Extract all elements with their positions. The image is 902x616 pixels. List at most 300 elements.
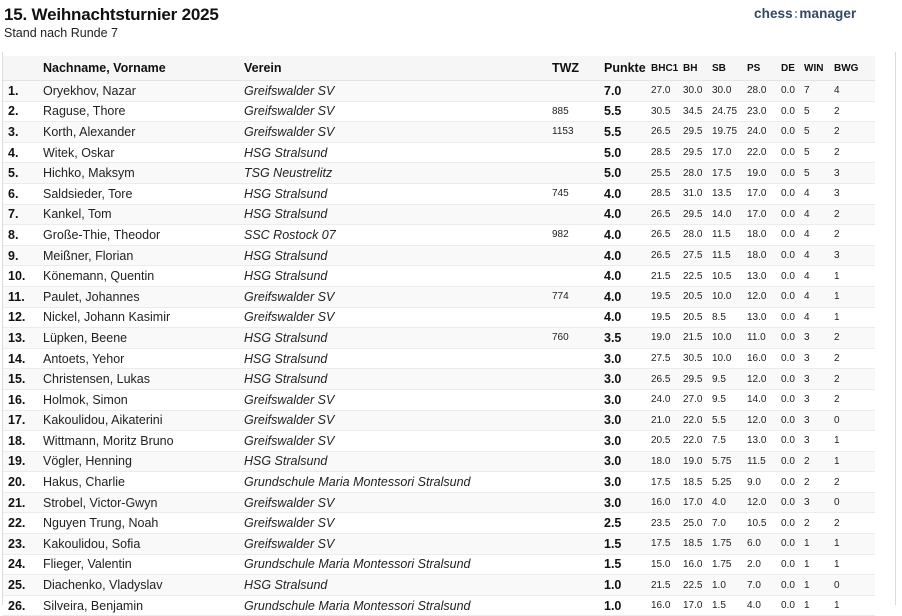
cell-bhc1: 19.5	[649, 307, 681, 328]
cell-twz	[550, 431, 602, 452]
cell-points: 4.0	[602, 245, 649, 266]
cell-bh: 29.5	[681, 142, 710, 163]
cell-bh: 22.5	[681, 575, 710, 596]
table-header-row	[3, 56, 875, 81]
cell-sb: 4.0	[710, 492, 745, 513]
cell-de: 0.0	[779, 369, 802, 390]
cell-points: 4.0	[602, 286, 649, 307]
cell-points: 4.0	[602, 266, 649, 287]
cell-bh: 29.5	[681, 369, 710, 390]
cell-twz	[550, 204, 602, 225]
cell-club: HSG Stralsund	[242, 575, 550, 596]
cell-ps: 28.0	[745, 81, 779, 102]
cell-twz	[550, 369, 602, 390]
cell-de: 0.0	[779, 534, 802, 555]
standings-body	[3, 81, 875, 616]
cell-ps: 11.5	[745, 451, 779, 472]
col-header-bh: BH	[681, 56, 710, 81]
cell-bh: 18.5	[681, 534, 710, 555]
table-row	[3, 81, 875, 102]
cell-rank: 22.	[3, 513, 41, 534]
cell-points: 4.0	[602, 307, 649, 328]
cell-bh: 20.5	[681, 307, 710, 328]
cell-twz	[550, 245, 602, 266]
cell-de: 0.0	[779, 142, 802, 163]
cell-de: 0.0	[779, 492, 802, 513]
table-row	[3, 534, 875, 555]
cell-twz	[550, 142, 602, 163]
cell-player-name[interactable]: Lüpken, Beene	[41, 328, 242, 349]
cell-player-name[interactable]: Witek, Oskar	[41, 142, 242, 163]
cell-bhc1: 17.5	[649, 472, 681, 493]
cell-de: 0.0	[779, 122, 802, 143]
cell-bh: 27.5	[681, 245, 710, 266]
cell-points: 1.5	[602, 554, 649, 575]
cell-win: 7	[802, 81, 832, 102]
cell-sb: 5.75	[710, 451, 745, 472]
cell-win: 3	[802, 369, 832, 390]
cell-bhc1: 26.5	[649, 369, 681, 390]
table-row	[3, 554, 875, 575]
cell-de: 0.0	[779, 245, 802, 266]
cell-rank: 11.	[3, 286, 41, 307]
cell-bhc1: 23.5	[649, 513, 681, 534]
table-row	[3, 472, 875, 493]
cell-bwg: 2	[832, 328, 875, 349]
cell-ps: 18.0	[745, 225, 779, 246]
cell-win: 3	[802, 328, 832, 349]
cell-club: HSG Stralsund	[242, 451, 550, 472]
cell-ps: 2.0	[745, 554, 779, 575]
cell-win: 4	[802, 266, 832, 287]
cell-win: 3	[802, 348, 832, 369]
col-header-name: Nachname, Vorname	[41, 56, 242, 81]
cell-rank: 9.	[3, 245, 41, 266]
cell-bwg: 1	[832, 266, 875, 287]
cell-bwg: 1	[832, 286, 875, 307]
cell-bhc1: 28.5	[649, 183, 681, 204]
table-row	[3, 410, 875, 431]
cell-points: 4.0	[602, 183, 649, 204]
cell-bwg: 1	[832, 595, 875, 616]
cell-sb: 9.5	[710, 369, 745, 390]
cell-bhc1: 26.5	[649, 225, 681, 246]
cell-player-name[interactable]: Große-Thie, Theodor	[41, 225, 242, 246]
cell-club: Greifswalder SV	[242, 122, 550, 143]
cell-de: 0.0	[779, 307, 802, 328]
cell-sb: 11.5	[710, 225, 745, 246]
cell-sb: 1.0	[710, 575, 745, 596]
cell-bhc1: 21.0	[649, 410, 681, 431]
cell-ps: 12.0	[745, 286, 779, 307]
cell-ps: 10.5	[745, 513, 779, 534]
cell-twz	[550, 266, 602, 287]
cell-sb: 1.75	[710, 534, 745, 555]
cell-twz	[550, 389, 602, 410]
cell-club: Grundschule Maria Montessori Stralsund	[242, 595, 550, 616]
cell-player-name[interactable]: Diachenko, Vladyslav	[41, 575, 242, 596]
cell-player-name[interactable]: Kakoulidou, Sofia	[41, 534, 242, 555]
cell-points: 2.5	[602, 513, 649, 534]
cell-sb: 7.5	[710, 431, 745, 452]
cell-sb: 5.5	[710, 410, 745, 431]
chess-manager-logo[interactable]	[754, 6, 856, 21]
cell-player-name[interactable]: Kankel, Tom	[41, 204, 242, 225]
cell-win: 3	[802, 492, 832, 513]
cell-club: TSG Neustrelitz	[242, 163, 550, 184]
cell-rank: 17.	[3, 410, 41, 431]
table-row	[3, 595, 875, 616]
cell-bwg: 0	[832, 575, 875, 596]
cell-twz	[550, 163, 602, 184]
cell-bhc1: 19.5	[649, 286, 681, 307]
cell-ps: 13.0	[745, 266, 779, 287]
cell-bhc1: 15.0	[649, 554, 681, 575]
cell-rank: 1.	[3, 81, 41, 102]
cell-win: 4	[802, 225, 832, 246]
cell-rank: 23.	[3, 534, 41, 555]
cell-bhc1: 16.0	[649, 595, 681, 616]
cell-sb: 10.5	[710, 266, 745, 287]
cell-bh: 28.0	[681, 225, 710, 246]
col-header-ps: PS	[745, 56, 779, 81]
cell-points: 1.5	[602, 534, 649, 555]
cell-win: 1	[802, 554, 832, 575]
cell-club: Greifswalder SV	[242, 389, 550, 410]
cell-win: 1	[802, 595, 832, 616]
table-row	[3, 142, 875, 163]
cell-player-name[interactable]: Hakus, Charlie	[41, 472, 242, 493]
cell-bh: 31.0	[681, 183, 710, 204]
cell-rank: 12.	[3, 307, 41, 328]
cell-ps: 17.0	[745, 183, 779, 204]
col-header-points: Punkte	[602, 56, 649, 81]
cell-ps: 9.0	[745, 472, 779, 493]
cell-bh: 34.5	[681, 101, 710, 122]
cell-sb: 17.0	[710, 142, 745, 163]
cell-bwg: 2	[832, 513, 875, 534]
cell-bhc1: 21.5	[649, 575, 681, 596]
cell-club: HSG Stralsund	[242, 204, 550, 225]
cell-bhc1: 20.5	[649, 431, 681, 452]
cell-win: 2	[802, 513, 832, 534]
cell-club: Greifswalder SV	[242, 410, 550, 431]
cell-de: 0.0	[779, 554, 802, 575]
cell-bwg: 1	[832, 451, 875, 472]
cell-twz: 885	[550, 101, 602, 122]
cell-rank: 13.	[3, 328, 41, 349]
cell-player-name[interactable]: Paulet, Johannes	[41, 286, 242, 307]
cell-twz: 774	[550, 286, 602, 307]
cell-club: HSG Stralsund	[242, 266, 550, 287]
cell-sb: 9.5	[710, 389, 745, 410]
cell-bh: 22.5	[681, 266, 710, 287]
cell-ps: 12.0	[745, 492, 779, 513]
cell-rank: 2.	[3, 101, 41, 122]
cell-bhc1: 24.0	[649, 389, 681, 410]
cell-win: 1	[802, 534, 832, 555]
cell-club: Greifswalder SV	[242, 101, 550, 122]
cell-player-name[interactable]: Saldsieder, Tore	[41, 183, 242, 204]
cell-ps: 24.0	[745, 122, 779, 143]
cell-player-name[interactable]: Christensen, Lukas	[41, 369, 242, 390]
cell-de: 0.0	[779, 286, 802, 307]
cell-sb: 1.5	[710, 595, 745, 616]
cell-points: 4.0	[602, 225, 649, 246]
cell-points: 3.0	[602, 431, 649, 452]
cell-club: Grundschule Maria Montessori Stralsund	[242, 472, 550, 493]
logo-separator: :	[793, 6, 799, 21]
cell-bhc1: 27.5	[649, 348, 681, 369]
cell-ps: 7.0	[745, 575, 779, 596]
cell-player-name[interactable]: Holmok, Simon	[41, 389, 242, 410]
table-row	[3, 204, 875, 225]
cell-club: HSG Stralsund	[242, 142, 550, 163]
cell-bh: 22.0	[681, 410, 710, 431]
cell-rank: 21.	[3, 492, 41, 513]
cell-bhc1: 26.5	[649, 122, 681, 143]
cell-de: 0.0	[779, 513, 802, 534]
cell-bwg: 1	[832, 307, 875, 328]
cell-sb: 5.25	[710, 472, 745, 493]
cell-twz	[550, 513, 602, 534]
cell-player-name[interactable]: Flieger, Valentin	[41, 554, 242, 575]
cell-points: 3.0	[602, 369, 649, 390]
cell-player-name[interactable]: Antoets, Yehor	[41, 348, 242, 369]
cell-ps: 23.0	[745, 101, 779, 122]
cell-player-name[interactable]: Meißner, Florian	[41, 245, 242, 266]
col-header-win: WIN	[802, 56, 832, 81]
cell-bh: 28.0	[681, 163, 710, 184]
cell-win: 4	[802, 183, 832, 204]
cell-player-name[interactable]: Könemann, Quentin	[41, 266, 242, 287]
table-row	[3, 451, 875, 472]
cell-de: 0.0	[779, 410, 802, 431]
cell-twz	[550, 554, 602, 575]
cell-ps: 12.0	[745, 410, 779, 431]
cell-player-name[interactable]: Hichko, Maksym	[41, 163, 242, 184]
cell-de: 0.0	[779, 101, 802, 122]
cell-de: 0.0	[779, 575, 802, 596]
cell-points: 3.5	[602, 328, 649, 349]
cell-de: 0.0	[779, 225, 802, 246]
cell-rank: 10.	[3, 266, 41, 287]
table-row	[3, 307, 875, 328]
table-row	[3, 431, 875, 452]
cell-player-name[interactable]: Silveira, Benjamin	[41, 595, 242, 616]
cell-club: HSG Stralsund	[242, 369, 550, 390]
cell-rank: 18.	[3, 431, 41, 452]
cell-club: HSG Stralsund	[242, 328, 550, 349]
col-header-club: Verein	[242, 56, 550, 81]
cell-twz	[550, 307, 602, 328]
cell-rank: 3.	[3, 122, 41, 143]
cell-twz	[550, 492, 602, 513]
cell-points: 3.0	[602, 389, 649, 410]
cell-de: 0.0	[779, 431, 802, 452]
standings-table	[3, 56, 875, 616]
cell-club: HSG Stralsund	[242, 348, 550, 369]
cell-sb: 13.5	[710, 183, 745, 204]
cell-twz	[550, 451, 602, 472]
cell-bh: 30.5	[681, 348, 710, 369]
cell-bhc1: 28.5	[649, 142, 681, 163]
cell-bh: 30.0	[681, 81, 710, 102]
cell-bhc1: 19.0	[649, 328, 681, 349]
cell-club: SSC Rostock 07	[242, 225, 550, 246]
cell-bh: 20.5	[681, 286, 710, 307]
cell-twz: 1153	[550, 122, 602, 143]
cell-de: 0.0	[779, 328, 802, 349]
cell-bh: 27.0	[681, 389, 710, 410]
cell-bh: 29.5	[681, 204, 710, 225]
cell-player-name[interactable]: Nickel, Johann Kasimir	[41, 307, 242, 328]
cell-rank: 26.	[3, 595, 41, 616]
cell-bwg: 3	[832, 163, 875, 184]
cell-bh: 22.0	[681, 431, 710, 452]
cell-player-name[interactable]: Vögler, Henning	[41, 451, 242, 472]
cell-twz: 745	[550, 183, 602, 204]
cell-bwg: 1	[832, 534, 875, 555]
table-row	[3, 575, 875, 596]
cell-rank: 25.	[3, 575, 41, 596]
cell-club: HSG Stralsund	[242, 183, 550, 204]
cell-win: 4	[802, 307, 832, 328]
cell-win: 5	[802, 122, 832, 143]
cell-win: 3	[802, 410, 832, 431]
cell-club: Greifswalder SV	[242, 492, 550, 513]
cell-twz	[550, 534, 602, 555]
cell-club: Greifswalder SV	[242, 534, 550, 555]
cell-de: 0.0	[779, 389, 802, 410]
cell-points: 5.5	[602, 101, 649, 122]
cell-player-name[interactable]: Nguyen Trung, Noah	[41, 513, 242, 534]
cell-player-name[interactable]: Kakoulidou, Aikaterini	[41, 410, 242, 431]
cell-bh: 16.0	[681, 554, 710, 575]
table-row	[3, 122, 875, 143]
cell-de: 0.0	[779, 595, 802, 616]
cell-bh: 25.0	[681, 513, 710, 534]
cell-ps: 18.0	[745, 245, 779, 266]
cell-points: 7.0	[602, 81, 649, 102]
cell-win: 4	[802, 245, 832, 266]
cell-bwg: 2	[832, 101, 875, 122]
cell-win: 5	[802, 101, 832, 122]
cell-club: Greifswalder SV	[242, 513, 550, 534]
cell-ps: 11.0	[745, 328, 779, 349]
table-row	[3, 513, 875, 534]
cell-bwg: 0	[832, 410, 875, 431]
col-header-sb: SB	[710, 56, 745, 81]
col-header-bhc1: BHC1	[649, 56, 681, 81]
cell-win: 3	[802, 389, 832, 410]
cell-bhc1: 26.5	[649, 204, 681, 225]
logo-text-left: chess	[754, 6, 793, 21]
cell-win: 2	[802, 472, 832, 493]
cell-points: 3.0	[602, 472, 649, 493]
cell-player-name[interactable]: Korth, Alexander	[41, 122, 242, 143]
cell-sb: 11.5	[710, 245, 745, 266]
cell-points: 3.0	[602, 410, 649, 431]
cell-twz	[550, 81, 602, 102]
cell-club: HSG Stralsund	[242, 245, 550, 266]
cell-bwg: 2	[832, 142, 875, 163]
cell-rank: 16.	[3, 389, 41, 410]
page-subtitle: Stand nach Runde 7	[4, 26, 118, 40]
logo-text-right: manager	[799, 6, 857, 21]
cell-player-name[interactable]: Wittmann, Moritz Bruno	[41, 431, 242, 452]
cell-ps: 13.0	[745, 431, 779, 452]
cell-points: 5.0	[602, 142, 649, 163]
cell-ps: 17.0	[745, 204, 779, 225]
cell-points: 5.0	[602, 163, 649, 184]
cell-bhc1: 27.0	[649, 81, 681, 102]
cell-player-name[interactable]: Oryekhov, Nazar	[41, 81, 242, 102]
cell-bhc1: 18.0	[649, 451, 681, 472]
cell-de: 0.0	[779, 348, 802, 369]
cell-ps: 12.0	[745, 369, 779, 390]
table-row	[3, 369, 875, 390]
cell-twz: 760	[550, 328, 602, 349]
cell-rank: 14.	[3, 348, 41, 369]
table-row	[3, 225, 875, 246]
page-title: 15. Weihnachtsturnier 2025	[4, 5, 219, 24]
cell-bhc1: 30.5	[649, 101, 681, 122]
cell-bhc1: 17.5	[649, 534, 681, 555]
cell-points: 3.0	[602, 492, 649, 513]
cell-bwg: 2	[832, 122, 875, 143]
cell-bhc1: 26.5	[649, 245, 681, 266]
cell-de: 0.0	[779, 163, 802, 184]
table-row	[3, 492, 875, 513]
cell-rank: 15.	[3, 369, 41, 390]
table-row	[3, 266, 875, 287]
cell-sb: 17.5	[710, 163, 745, 184]
cell-points: 3.0	[602, 451, 649, 472]
cell-twz	[550, 595, 602, 616]
cell-sb: 19.75	[710, 122, 745, 143]
cell-sb: 10.0	[710, 328, 745, 349]
cell-bh: 29.5	[681, 122, 710, 143]
cell-sb: 30.0	[710, 81, 745, 102]
cell-rank: 6.	[3, 183, 41, 204]
cell-club: Grundschule Maria Montessori Stralsund	[242, 554, 550, 575]
cell-bh: 18.5	[681, 472, 710, 493]
cell-bwg: 0	[832, 492, 875, 513]
cell-player-name[interactable]: Raguse, Thore	[41, 101, 242, 122]
cell-sb: 7.0	[710, 513, 745, 534]
cell-bwg: 4	[832, 81, 875, 102]
cell-bh: 21.5	[681, 328, 710, 349]
cell-ps: 13.0	[745, 307, 779, 328]
cell-bwg: 2	[832, 225, 875, 246]
cell-sb: 10.0	[710, 286, 745, 307]
cell-win: 4	[802, 204, 832, 225]
col-header-de: DE	[779, 56, 802, 81]
col-header-rank	[3, 56, 41, 81]
cell-sb: 24.75	[710, 101, 745, 122]
cell-points: 4.0	[602, 204, 649, 225]
cell-bwg: 1	[832, 554, 875, 575]
cell-club: Greifswalder SV	[242, 286, 550, 307]
cell-club: Greifswalder SV	[242, 431, 550, 452]
cell-ps: 19.0	[745, 163, 779, 184]
table-row	[3, 328, 875, 349]
cell-win: 2	[802, 451, 832, 472]
cell-player-name[interactable]: Strobel, Victor-Gwyn	[41, 492, 242, 513]
cell-rank: 5.	[3, 163, 41, 184]
cell-bwg: 2	[832, 348, 875, 369]
